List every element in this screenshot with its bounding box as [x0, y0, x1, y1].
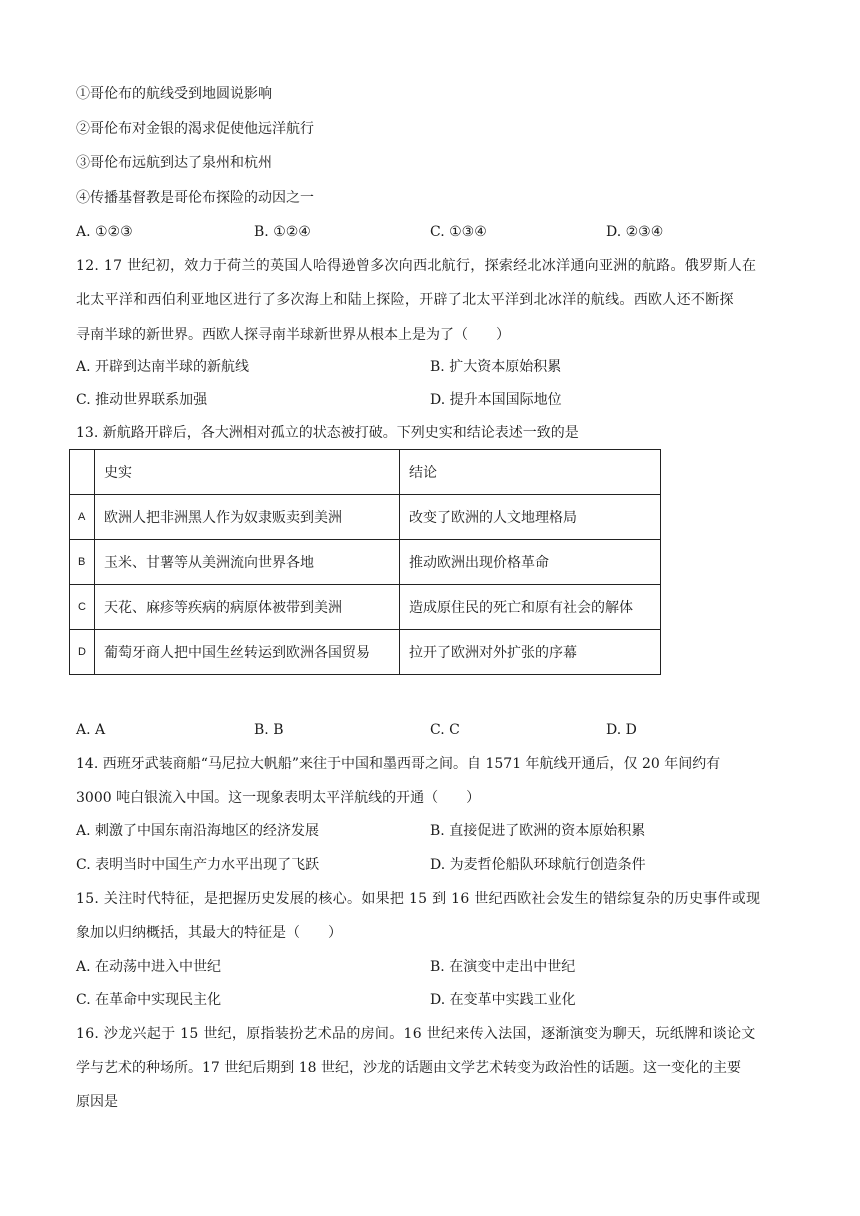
q16-stem-line-2: 学与艺术的种场所。17 世纪后期到 18 世纪，沙龙的话题由文学艺术转变为政治性的话题。这一变化的主要 [76, 1060, 741, 1076]
statement-4: ④传播基督教是哥伦布探险的动因之一 [76, 190, 314, 206]
q14-option-c: C. 表明当时中国生产力水平出现了飞跃 [76, 857, 320, 873]
q14-option-a: A. 刺激了中国东南沿海地区的经济发展 [76, 823, 320, 839]
q12-option-a: A. 开辟到达南半球的新航线 [76, 359, 250, 375]
statement-1: ①哥伦布的航线受到地圆说影响 [76, 86, 272, 102]
q14-option-b: B. 直接促进了欧洲的资本原始积累 [430, 823, 646, 839]
row-conclusion: 造成原住民的死亡和原有社会的解体 [400, 585, 661, 630]
q13-table [69, 449, 661, 675]
q13-option-d: D. D [606, 722, 637, 738]
option-b: B. ①②④ [254, 224, 311, 240]
q16-stem-line-1: 16. 沙龙兴起于 15 世纪，原指装扮艺术品的房间。16 世纪来传入法国，逐渐演变为聊天，玩纸牌和谈论文 [76, 1026, 756, 1042]
option-c: C. ①③④ [430, 224, 487, 240]
header-conclusion: 结论 [400, 450, 661, 495]
q12-stem-line-3: 寻南半球的新世界。西欧人探寻南半球新世界从根本上是为了（ ） [76, 327, 510, 343]
q12-stem-line-2: 北太平洋和西伯利亚地区进行了多次海上和陆上探险，开辟了北太平洋到北冰洋的航线。西欧人还不断探 [76, 292, 734, 308]
statement-2: ②哥伦布对金银的渴求促使他远洋航行 [76, 121, 314, 137]
q12-stem-line-1: 12. 17 世纪初，效力于荷兰的英国人哈得逊曾多次向西北航行，探索经北冰洋通向亚洲的航路。俄罗斯人在 [76, 258, 757, 274]
row-conclusion: 拉开了欧洲对外扩张的序幕 [400, 630, 661, 675]
q13-option-a: A. A [76, 722, 106, 738]
statement-3: ③哥伦布远航到达了泉州和杭州 [76, 155, 272, 171]
q13-stem: 13. 新航路开辟后，各大洲相对孤立的状态被打破。下列史实和结论表述一致的是 [76, 425, 579, 441]
q13-option-b: B. B [254, 722, 284, 738]
option-d: D. ②③④ [606, 224, 664, 240]
table-row [70, 540, 661, 585]
table-row [70, 495, 661, 540]
row-fact: 玉米、甘薯等从美洲流向世界各地 [95, 540, 400, 585]
q12-option-b: B. 扩大资本原始积累 [430, 359, 562, 375]
q15-option-c: C. 在革命中实现民主化 [76, 992, 222, 1008]
row-conclusion: 推动欧洲出现价格革命 [400, 540, 661, 585]
table-header-row [70, 450, 661, 495]
row-key: A [70, 495, 95, 540]
row-fact: 葡萄牙商人把中国生丝转运到欧洲各国贸易 [95, 630, 400, 675]
q12-option-c: C. 推动世界联系加强 [76, 392, 208, 408]
q14-stem-line-1: 14. 西班牙武装商船“马尼拉大帆船”来往于中国和墨西哥之间。自 1571 年航线开通后，仅 20 年间约有 [76, 756, 721, 772]
row-fact: 欧洲人把非洲黑人作为奴隶贩卖到美洲 [95, 495, 400, 540]
q14-option-d: D. 为麦哲伦船队环球航行创造条件 [430, 857, 646, 873]
q13-option-c: C. C [430, 722, 460, 738]
table-row [70, 630, 661, 675]
q16-stem-line-3: 原因是 [76, 1094, 118, 1110]
option-a: A. ①②③ [76, 224, 133, 240]
q15-option-b: B. 在演变中走出中世纪 [430, 959, 576, 975]
q15-stem-line-1: 15. 关注时代特征，是把握历史发展的核心。如果把 15 到 16 世纪西欧社会发生的错综复杂的历史事件或现 [76, 891, 761, 907]
q15-stem-line-2: 象加以归纳概括，其最大的特征是（ ） [76, 925, 342, 941]
row-conclusion: 改变了欧洲的人文地理格局 [400, 495, 661, 540]
row-fact: 天花、麻疹等疾病的病原体被带到美洲 [95, 585, 400, 630]
header-fact: 史实 [95, 450, 400, 495]
row-key: B [70, 540, 95, 585]
header-key [70, 450, 95, 495]
table-row [70, 585, 661, 630]
q15-option-a: A. 在动荡中进入中世纪 [76, 959, 222, 975]
row-key: D [70, 630, 95, 675]
row-key: C [70, 585, 95, 630]
q15-option-d: D. 在变革中实践工业化 [430, 992, 576, 1008]
q12-option-d: D. 提升本国国际地位 [430, 392, 562, 408]
q14-stem-line-2: 3000 吨白银流入中国。这一现象表明太平洋航线的开通（ ） [76, 790, 481, 806]
